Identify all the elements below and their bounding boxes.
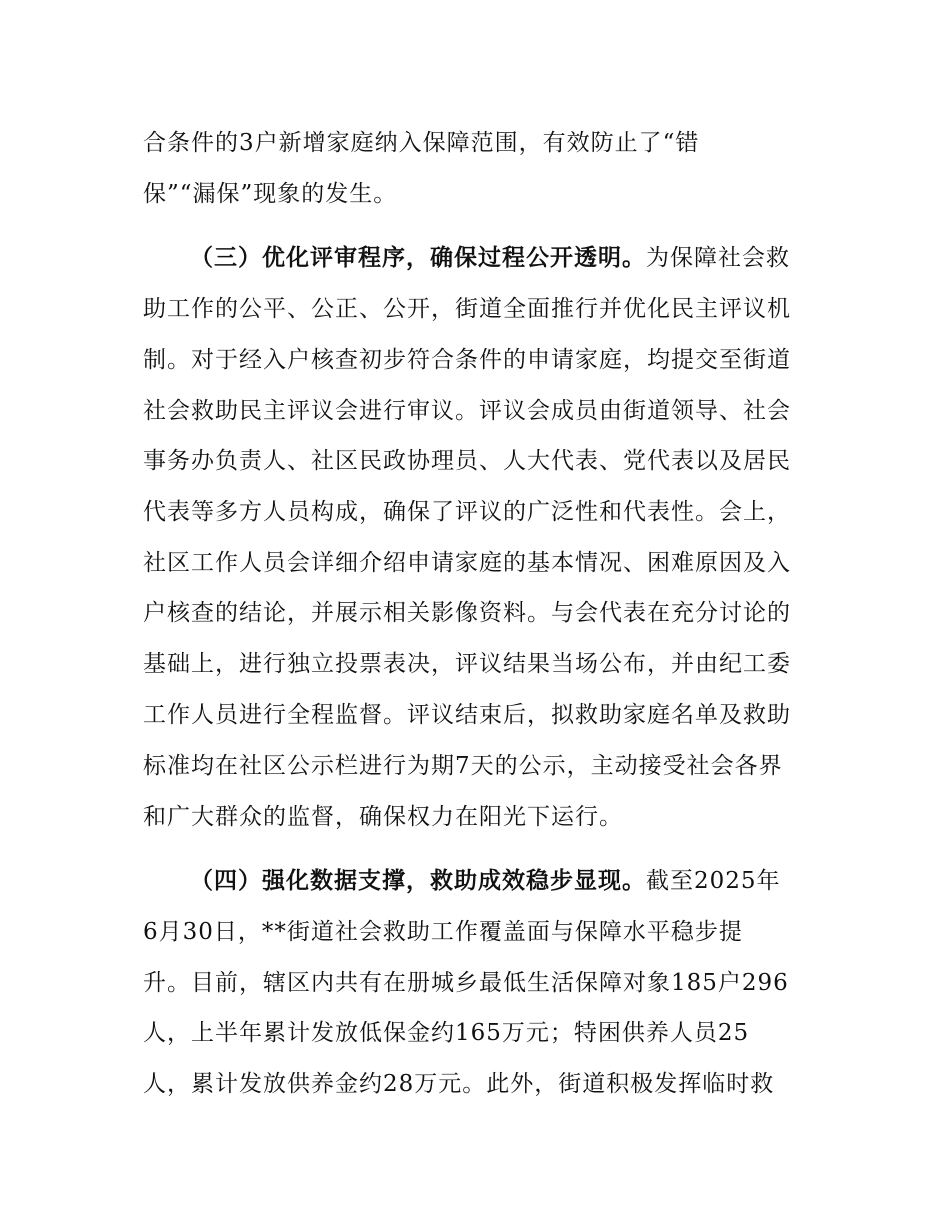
body-text-line: 基础上，进行独立投票表决，评议结果当场公布，并由纪工委 [143, 651, 791, 677]
body-text-line: 标准均在社区公示栏进行为期7天的公示，主动接受社会各界 [143, 753, 783, 779]
body-text-line: 社区工作人员会详细介绍申请家庭的基本情况、困难原因及入 [143, 550, 791, 576]
section-heading: （三）优化评审程序，确保过程公开透明。 [190, 244, 646, 271]
body-text-line: 保”“漏保”现象的发生。 [143, 181, 398, 207]
body-text-line: 人，上半年累计发放低保金约165万元；特困供养人员25 [143, 1020, 750, 1046]
body-text-line: 制。对于经入户核查初步符合条件的申请家庭，均提交至街道 [143, 347, 791, 373]
body-text-line: 升。目前，辖区内共有在册城乡最低生活保障对象185户296 [143, 970, 789, 996]
body-text-line: 社会救助民主评议会进行审议。评议会成员由街道领导、社会 [143, 398, 791, 424]
paragraph-first-line [190, 243, 790, 273]
body-text-line: 和广大群众的监督，确保权力在阳光下运行。 [143, 804, 623, 830]
section-heading: （四）强化数据支撑，救助成效稳步显现。 [190, 867, 646, 894]
body-text: 为保障社会救 [646, 245, 790, 271]
body-text-line: 事务办负责人、社区民政协理员、人大代表、党代表以及居民 [143, 448, 791, 474]
body-text-line: 合条件的3户新增家庭纳入保障范围，有效防止了“错 [143, 130, 700, 156]
body-text-line: 助工作的公平、公正、公开，街道全面推行并优化民主评议机 [143, 296, 791, 322]
paragraph-first-line [190, 866, 781, 896]
body-text-line: 工作人员进行全程监督。评议结束后，拟救助家庭名单及救助 [143, 702, 791, 728]
body-text: 截至2025年 [646, 868, 781, 894]
body-text-line: 人，累计发放供养金约28万元。此外，街道积极发挥临时救 [143, 1071, 775, 1097]
body-text-line: 6月30日，**街道社会救助工作覆盖面与保障水平稳步提 [143, 919, 743, 945]
body-text-line: 代表等多方人员构成，确保了评议的广泛性和代表性。会上， [143, 499, 791, 525]
body-text-line: 户核查的结论，并展示相关影像资料。与会代表在充分讨论的 [143, 600, 791, 626]
